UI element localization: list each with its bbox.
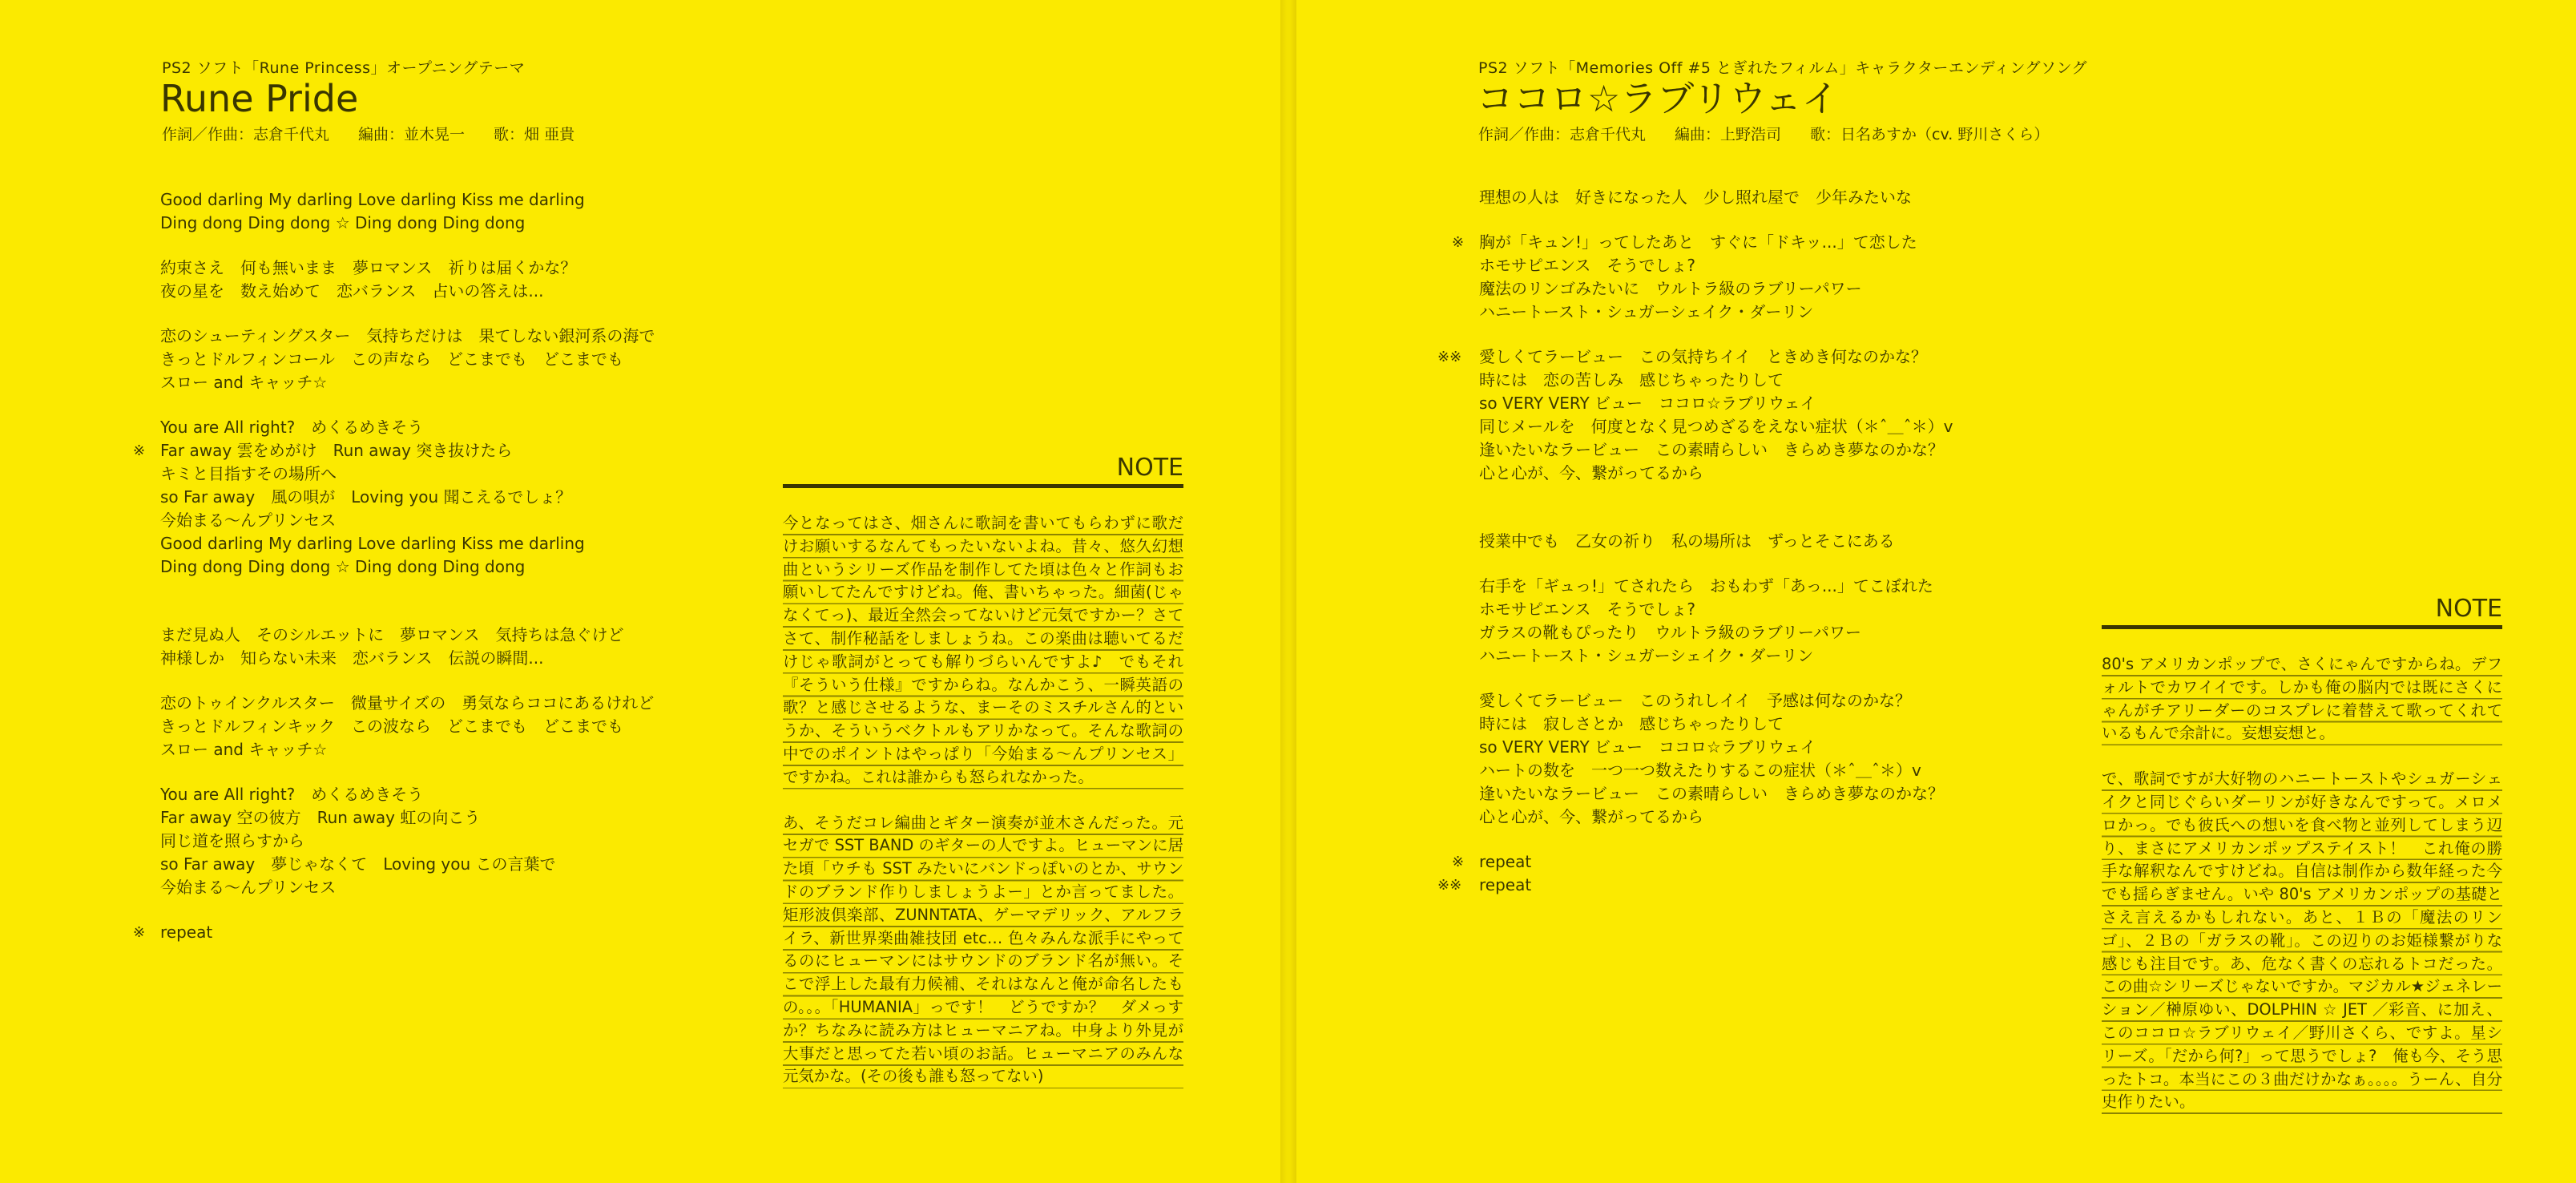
song-subtitle: PS2 ソフト「Memories Off #5 とぎれたフィルム」キャラクターエンディングソング [1478,59,2088,77]
lyric-text: ハートの数を 一つ一つ数えたりするこの症状（＊ˆ＿ˆ＊）v [1479,761,1921,780]
lyric-line [1479,736,1953,759]
lyric-line [160,188,655,212]
lyric-line [1479,415,1953,438]
repeat-marker: ※ [1452,854,1465,870]
lyric-line [1452,850,1953,874]
lyric-stanza [133,921,655,944]
lyric-line [160,876,655,899]
lyric-line [1479,530,1953,553]
lyric-line [1452,231,1953,254]
credit-vocalist: 歌：日名あすか（cv. 野川さくら） [1810,126,2050,143]
lyric-text: 愛しくてラービュー このうれしイイ 予感は何なのかな？ [1479,691,1911,710]
lyric-text: Ding dong Ding dong ☆ Ding dong Ding dong [160,213,526,232]
lyric-line [1479,805,1953,829]
lyric-text: 時には 寂しさとか 感じちゃったりして [1479,714,1784,733]
credit-arranger: 編曲：上野浩司 [1675,126,1782,143]
lyric-line [1437,345,1953,369]
lyric-text: 心と心が、今、繋がってるから [1479,463,1703,482]
page-gutter [1280,0,1296,1183]
song-title: Rune Pride [160,77,359,120]
lyric-line [1479,621,1953,644]
lyric-text: ホモサピエンス そうでしょ? [1479,256,1696,275]
lyric-text: 授業中でも 乙女の祈り 私の場所は ずっとそこにある [1479,531,1895,551]
song-subtitle: PS2 ソフト「Rune Princess」オープニングテーマ [162,59,526,77]
lyric-text: Good darling My darling Love darling Kiss me darling [160,534,585,553]
lyric-line [160,416,655,439]
lyric-line [160,738,655,761]
lyric-text: 右手を「ギュっ!」てされたら おもわず「あっ...」てこぼれた [1479,576,1933,596]
lyrics [133,188,655,966]
lyric-stanza [1479,575,1953,668]
lyric-stanza [160,692,655,761]
right-page [1296,0,2576,1183]
lyric-line [1479,186,1953,209]
lyric-line [1479,759,1953,782]
lyric-line [1479,301,1953,324]
lyric-text: ガラスの靴もぴったり ウルトラ級のラブリーパワー [1479,623,1861,642]
lyric-text: スロー and キャッチ☆ [160,373,328,392]
note-body [2102,653,2502,1114]
note-body [783,512,1183,1088]
note-paragraph: 80's アメリカンポップで、さくにゃんですからね。デフォルトでカワイイです。しかも俺の脳内では既にさくにゃんがチアリーダーのコスプレに着替えて歌ってくれているもんで余計に。妄想妄想と。 [2102,653,2502,745]
lyric-text: You are All right? めくるめきそう [160,418,424,437]
lyric-text: スロー and キャッチ☆ [160,740,328,759]
lyric-text: 同じ道を照らすから [160,831,304,850]
lyric-stanza [1479,530,1953,553]
note-paragraph: あ、そうだコレ編曲とギター演奏が並木さんだった。元セガで SST BAND のギターの人ですよ。ヒューマンに居た頃「ウチも SST みたいにバンドっぽいのとか、サウンドのブランド作りしましょうよー」とか言ってました。矩形波倶楽部、ZUNNTATA、ゲーマデリック、アルフライラ、新世界楽曲雑技団 etc… 色々みんな派手にやってるのにヒューマンにはサウンドのブランド名が無い。そこで浮上した最有力候補、それはなんと俺が命名したもの。。。「HUMANIA」っです！ どうですか？ ダメっすか？ちなみに読み方はヒューマニアね。中身より外見が大事だと思ってた若い頃のお話。ヒューマニアのみんな元気かな。(その後も誰も怒ってない) [783,812,1183,1089]
lyric-text: キミと目指すその場所へ [160,464,337,483]
note-paragraph: 今となってはさ、畑さんに歌詞を書いてもらわずに歌だけお願いするなんてもったいないよね。昔々、悠久幻想曲というシリーズ作品を制作してた頃は色々と作詞もお願いしてたんですけどね。俺、書いちゃった。細菌(じゃなくてっ)、最近全然会ってないけど元気ですかー？さてさて、制作秘話をしましょうね。この楽曲は聴いてるだけじゃ歌詞がとっても解りづらいんですよ♪ でもそれ『そういう仕様』ですからね。なんかこう、一瞬英語の歌？と感じさせるような、まーそのミスチルさん的というか、そういうベクトルもアリかなって。そんな歌詞の中でのポイントはやっぱり「今始まる〜んプリンセス」ですかね。これは誰からも怒られなかった。 [783,512,1183,789]
lyric-text: Good darling My darling Love darling Kiss me darling [160,190,585,209]
lyric-line [1479,644,1953,668]
lyric-line [160,256,655,280]
credit-vocalist: 歌：畑 亜貴 [494,126,575,143]
song-credits [1478,123,2078,144]
lyric-text: 逢いたいなラービュー この素晴らしい きらめき夢なのかな？ [1479,440,1944,459]
lyric-text: 時には 恋の苦しみ 感じちゃったりして [1479,370,1784,390]
lyric-line [160,532,655,555]
lyric-text: 理想の人は 好きになった人 少し照れ屋で 少年みたいな [1479,188,1912,207]
lyric-line [1479,689,1953,713]
lyric-stanza [1479,186,1953,209]
lyric-text: ホモサピエンス そうでしょ? [1479,600,1696,619]
lyric-text: 今始まる〜んプリンセス [160,878,337,897]
lyric-stanza [1437,850,1953,897]
lyric-line [160,325,655,348]
lyric-line [160,486,655,509]
lyric-line [1437,874,1953,897]
lyric-line [160,280,655,303]
lyric-line [160,783,655,806]
lyric-text: You are All right? めくるめきそう [160,785,424,804]
repeat-marker: ※ [133,924,146,941]
lyric-text: 心と心が、今、繋がってるから [1479,807,1703,826]
lyric-text: so VERY VERY ビュー ココロ☆ラブリウェイ [1479,737,1816,757]
lyric-text: 今始まる〜んプリンセス [160,511,337,530]
lyric-line [160,624,655,647]
song-credits [162,123,603,144]
lyric-stanza [160,325,655,394]
lyrics [1437,186,1953,919]
lyric-line [160,647,655,670]
lyric-text: 夜の星を 数え始めて 恋バランス 占いの答えは... [160,281,544,301]
lyric-stanza [160,624,655,670]
lyric-text: ハニートースト・シュガーシェイク・ダーリン [1479,646,1814,665]
song-title: ココロ☆ラブリウェイ [1477,77,1839,120]
lyric-text: so VERY VERY ビュー ココロ☆ラブリウェイ [1479,394,1816,413]
lyric-line [160,830,655,853]
lyric-text: 神様しか 知らない未来 恋バランス 伝説の瞬間... [160,648,544,668]
lyric-stanza [160,256,655,303]
note-section [2102,595,2502,1137]
lyric-text: 約束さえ 何も無いまま 夢ロマンス 祈りは届くかな？ [160,258,577,277]
lyric-line [160,853,655,876]
credit-arranger: 編曲：並木晃一 [358,126,466,143]
lyric-text: repeat [1479,852,1532,871]
lyric-stanza [160,783,655,899]
lyric-text: 恋のトゥインクルスター 微量サイズの 勇気ならココにあるけれど [160,693,655,713]
lyric-line [160,692,655,715]
lyric-line [1479,369,1953,392]
lyric-stanza [133,416,655,579]
lyric-text: 愛しくてラービュー この気持ちイイ ときめき何なのかな？ [1479,347,1927,366]
lyric-line [160,212,655,235]
lyric-text: まだ見ぬ人 そのシルエットに 夢ロマンス 気持ちは急ぐけど [160,625,624,644]
lyric-text: 恋のシューティングスター 気持ちだけは 果てしない銀河系の海で [160,326,655,345]
lyric-line [1479,277,1953,301]
lyric-text: 魔法のリンゴみたいに ウルトラ級のラブリーパワー [1479,279,1862,298]
lyric-line [1479,392,1953,415]
lyric-text: ハニートースト・シュガーシェイク・ダーリン [1479,302,1814,321]
lyric-line [1479,598,1953,621]
repeat-marker: ※ [1452,234,1465,251]
note-paragraph: で、歌詞ですが大好物のハニートーストやシュガーシェイクと同じぐらいダーリンが好きなんですって。メロメロかっ。でも彼氏への想いを食べ物と並列してしまう辺り、まさにアメリカンポップステイスト！ これ俺の勝手な解釈なんですけどね。自信は制作から数年経った今でも揺らぎません。いや 80's アメリカンポップの基礎とさえ言えるかもしれない。あと、１Ｂの「魔法のリンゴ」、２Ｂの「ガラスの靴」。この辺りのお姫様繋がりな感じも注目です。あ、危なく書くの忘れるトコだった。この曲☆シリーズじゃないですか。マジカル★ジェネレーション／榊原ゆい、DOLPHIN ☆ JET ／彩音、に加え、このココロ☆ラブリウェイ／野川さくら、ですよ。星シリーズ。「だから何?」って思うでしょ? 俺も今、そう思ったトコ。本当にこの３曲だけかなぁ。。。。うーん、自分史作りたい。 [2102,768,2502,1114]
lyric-line [1479,254,1953,277]
lyric-text: 逢いたいなラービュー この素晴らしい きらめき夢なのかな？ [1479,784,1944,803]
credit-lyricist-composer: 作詞／作曲：志倉千代丸 [162,126,330,143]
left-page [0,0,1280,1183]
lyric-text: きっとドルフィンコール この声なら どこまでも どこまでも [160,349,623,369]
lyric-line [160,555,655,579]
lyric-text: so Far away 夢じゃなくて Loving you この言葉で [160,854,556,874]
note-heading: NOTE [2102,595,2502,629]
lyric-text: 胸が「キュン!」ってしたあと すぐに「ドキッ...」て恋した [1479,232,1917,252]
lyric-line [133,439,655,462]
lyric-line [1479,575,1953,598]
lyric-line [160,509,655,532]
lyric-text: Far away 空の彼方 Run away 虹の向こう [160,808,481,827]
lyric-stanza [160,188,655,235]
lyric-line [133,921,655,944]
lyric-text: repeat [160,923,213,942]
lyric-line [1479,713,1953,736]
lyric-line [160,715,655,738]
note-section [783,454,1183,1111]
repeat-marker: ※※ [1437,349,1462,365]
lyric-stanza [1437,345,1953,485]
lyric-stanza [1452,231,1953,324]
lyric-stanza [1479,689,1953,829]
lyric-line [1479,782,1953,805]
lyric-text: Far away 雲をめがけ Run away 突き抜けたら [160,441,513,460]
lyric-line [1479,438,1953,462]
lyric-text: きっとドルフィンキック この波なら どこまでも どこまでも [160,717,623,736]
lyric-text: so Far away 風の唄が Loving you 聞こえるでしょ？ [160,487,572,507]
lyric-line [1479,462,1953,485]
lyric-line [160,348,655,371]
lyric-line [160,462,655,486]
lyric-text: 同じメールを 何度となく見つめざるをえない症状（＊ˆ＿ˆ＊）v [1479,417,1953,436]
lyric-text: repeat [1479,875,1532,894]
lyric-line [160,806,655,830]
lyric-line [160,371,655,394]
note-heading: NOTE [783,454,1183,488]
credit-lyricist-composer: 作詞／作曲：志倉千代丸 [1478,126,1647,143]
repeat-marker: ※ [133,442,146,459]
lyric-text: Ding dong Ding dong ☆ Ding dong Ding dong [160,557,526,576]
repeat-marker: ※※ [1437,877,1462,894]
